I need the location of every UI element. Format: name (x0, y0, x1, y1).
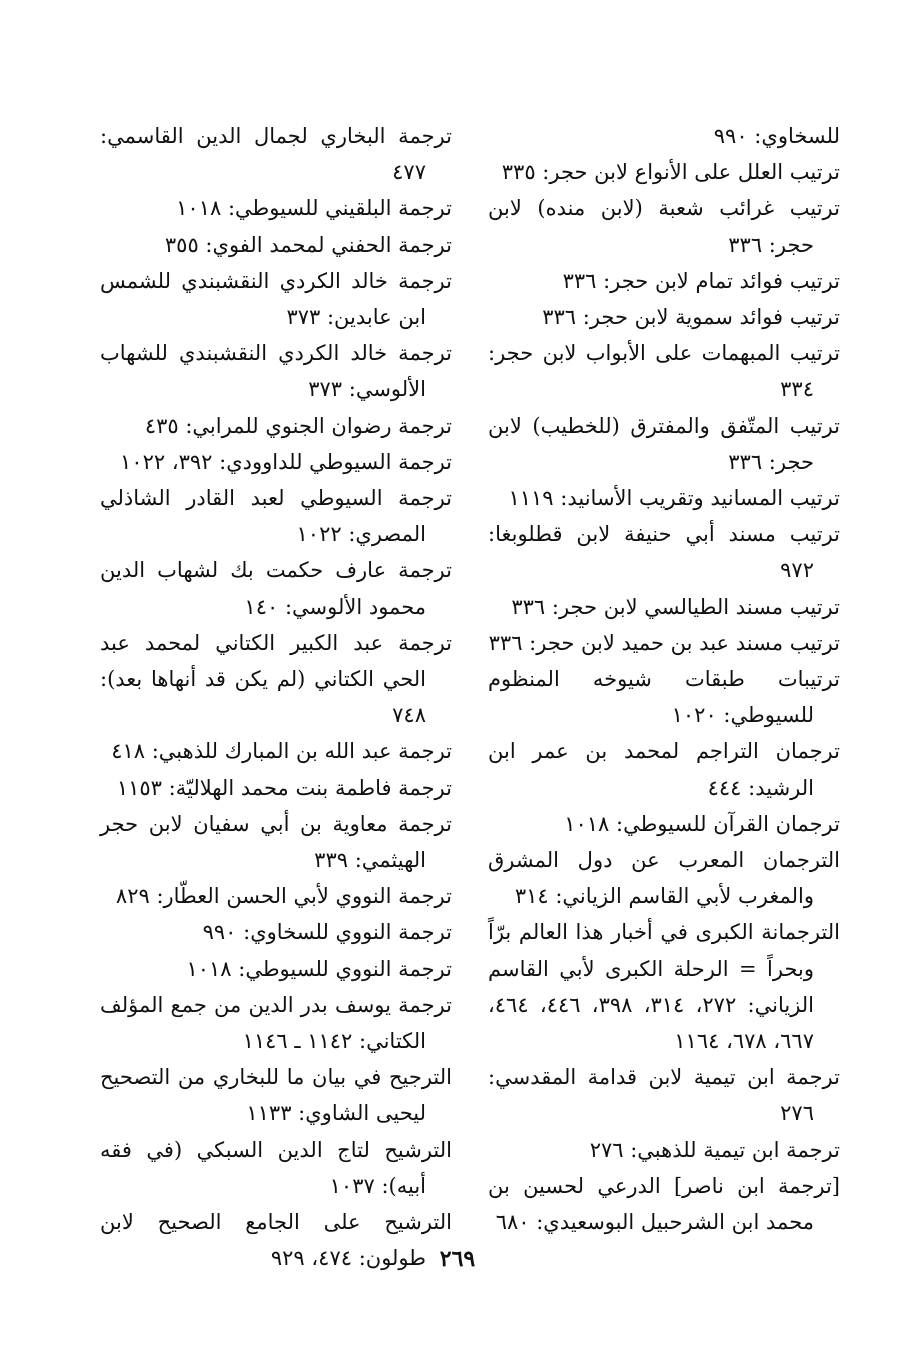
index-entry: الترشيح لتاج الدين السبكي (في فقه أبيه): ١٠٣٧ (100, 1137, 452, 1198)
index-entry: ترتيب المتّفق والمفترق (للخطيب) لابن حجر: ٣٣٦ (488, 413, 840, 474)
index-entry: ترجمة النووي لأبي الحسن العطّار: ٨٢٩ (115, 884, 452, 909)
index-entry: ترجمة ابن تيمية للذهبي: ٢٧٦ (589, 1137, 840, 1162)
index-entry: الترجيح في بيان ما للبخاري من التصحيح ليحيى الشاوي: ١١٣٣ (100, 1065, 452, 1126)
index-entry: ترجمة عبد الله بن المبارك للذهبي: ٤١٨ (111, 739, 452, 764)
index-entry: ترجمة يوسف بدر الدين من جمع المؤلف الكتاني: ١١٤٢ ـ ١١٤٦ (100, 992, 452, 1054)
index-entry: ترتيب مسند أبي حنيفة لابن قطلوبغا: ٩٧٢ (488, 522, 840, 583)
index-entry: الترجمان المعرب عن دول المشرق والمغرب لأبي القاسم الزياني: ٣١٤ (488, 848, 840, 909)
index-entry: ترجمة النووي للسيوطي: ١٠١٨ (186, 956, 452, 981)
index-entry: ترجمة خالد الكردي النقشبندي للشهاب الألوسي: ٣٧٣ (100, 341, 452, 402)
index-entry: ترجمة النووي للسخاوي: ٩٩٠ (202, 920, 452, 945)
index-entry: [ترجمة ابن ناصر] الدرعي لحسين بن محمد ابن الشرحبيل البوسعيدي: ٦٨٠ (488, 1173, 840, 1235)
index-entry: ترجمة فاطمة بنت محمد الهلاليّة: ١١٥٣ (116, 775, 452, 800)
index-entry: ترجمة السيوطي لعبد القادر الشاذلي المصري: ١٠٢٢ (100, 486, 452, 547)
index-entry: ترجمة رضوان الجنوي للمرابي: ٤٣٥ (144, 413, 452, 438)
index-entry: ترجمة خالد الكردي النقشبندي للشمس ابن عابدين: ٣٧٣ (100, 268, 452, 330)
index-entry: الترشيح على الجامع الصحيح لابن طولون: ٤٧٤، ٩٢٩ (100, 1210, 452, 1271)
index-entry: ترتيب العلل على الأنواع لابن حجر: ٣٣٥ (501, 160, 840, 185)
index-entry: ترتيب مسند عبد بن حميد لابن حجر: ٣٣٦ (488, 630, 840, 655)
index-entry: ترجمة ابن تيمية لابن قدامة المقدسي: ٢٧٦ (488, 1065, 840, 1126)
index-entry: للسخاوي: ٩٩٠ (713, 124, 840, 148)
index-entry: ترتيب فوائد تمام لابن حجر: ٣٣٦ (562, 268, 840, 293)
right-column (488, 118, 840, 1248)
index-entry: ترجمة عارف حكمت بك لشهاب الدين محمود الألوسي: ١٤٠ (100, 558, 452, 619)
index-entry: ترجمة معاوية بن أبي سفيان لابن حجر الهيثمي: ٣٣٩ (100, 811, 452, 873)
index-entry: ترجمة السيوطي للداوودي: ٣٩٢، ١٠٢٢ (120, 449, 452, 474)
index-entry: ترتيب فوائد سموية لابن حجر: ٣٣٦ (542, 305, 840, 330)
index-entry: ترتيب المبهمات على الأبواب لابن حجر: ٣٣٤ (488, 341, 840, 402)
index-entry: ترتيب غرائب شعبة (لابن منده) لابن حجر: ٣٣٦ (488, 196, 840, 257)
index-entry: ترجمة البخاري لجمال الدين القاسمي: ٤٧٧ (100, 124, 452, 185)
index-entry: ترجمة البلقيني للسيوطي: ١٠١٨ (176, 196, 452, 221)
page-number: ٢٦٩ (439, 1246, 476, 1272)
index-entry: ترجمة عبد الكبير الكتاني لمحمد عبد الحي الكتاني (لم يكن قد أنهاها بعد): ٧٤٨ (100, 630, 452, 728)
index-entry: ترتيبات طبقات شيوخه المنظوم للسيوطي: ١٠٢٠ (488, 667, 840, 728)
left-column (100, 118, 452, 1271)
index-entry: ترتيب المسانيد وتقريب الأسانيد: ١١١٩ (508, 486, 840, 511)
index-entry: ترجمان القرآن للسيوطي: ١٠١٨ (564, 811, 840, 836)
index-entry: الترجمانة الكبرى في أخبار هذا العالم برّاً وبحراً = الرحلة الكبرى لأبي القاسم الزياني: ٢٧٢، ٣١٤، ٣٩٨، ٤٤٦، ٤٦٤، ٦٦٧، ٦٧٨، ١١٦٤ (488, 920, 840, 1054)
index-entry: ترجمة الحفني لمحمد الفوي: ٣٥٥ (164, 232, 452, 257)
index-entry: ترجمان التراجم لمحمد بن عمر ابن الرشيد: ٤٤٤ (488, 739, 840, 800)
index-entry: ترتيب مسند الطيالسي لابن حجر: ٣٣٦ (511, 594, 840, 619)
